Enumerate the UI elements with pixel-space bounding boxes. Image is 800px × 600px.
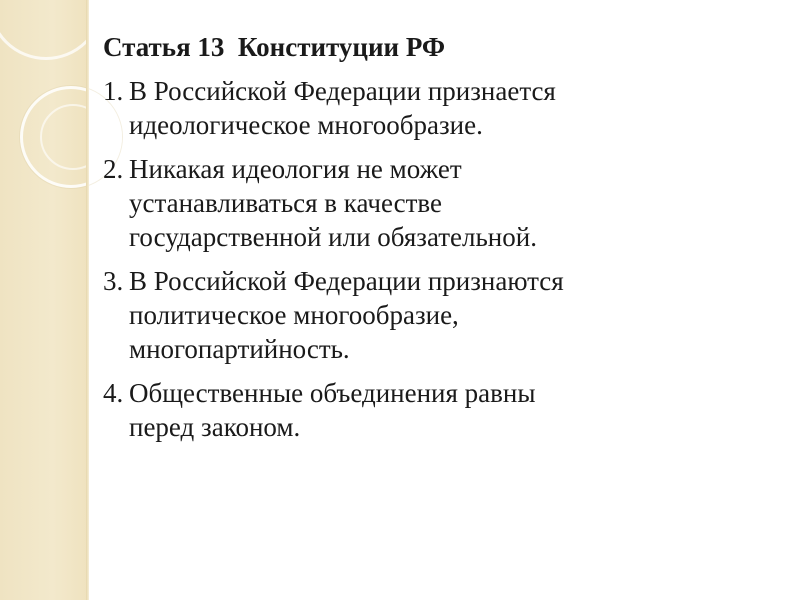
- item-number: 1.: [103, 76, 124, 106]
- list-item: [103, 376, 783, 444]
- decorative-sidebar: [0, 0, 88, 600]
- item-line: многопартийность.: [129, 334, 350, 364]
- item-text: [129, 376, 783, 444]
- item-line: политическое многообразие,: [129, 300, 459, 330]
- item-line: Общественные объединения равны: [129, 378, 536, 408]
- item-line: идеологическое многообразие.: [129, 110, 483, 140]
- item-number: 4.: [103, 378, 124, 408]
- item-line: В Российской Федерации признаются: [129, 266, 564, 296]
- item-number: 2.: [103, 154, 124, 184]
- item-number: 3.: [103, 266, 124, 296]
- item-line: Никакая идеология не может: [129, 154, 462, 184]
- list-item: [103, 264, 783, 366]
- item-line: перед законом.: [129, 412, 301, 442]
- item-text: [129, 264, 783, 366]
- list-item: [103, 74, 783, 142]
- decorative-ring-icon: [40, 104, 106, 170]
- list-item: [103, 152, 783, 254]
- slide-title: Статья 13 Конституции РФ: [103, 32, 446, 62]
- item-text: [129, 74, 783, 142]
- sidebar-divider: [86, 0, 89, 600]
- item-text: [129, 152, 783, 254]
- item-line: государственной или обязательной.: [129, 222, 537, 252]
- item-line: В Российской Федерации признается: [129, 76, 556, 106]
- slide-content: [103, 30, 783, 454]
- item-line: устанавливаться в качестве: [129, 188, 442, 218]
